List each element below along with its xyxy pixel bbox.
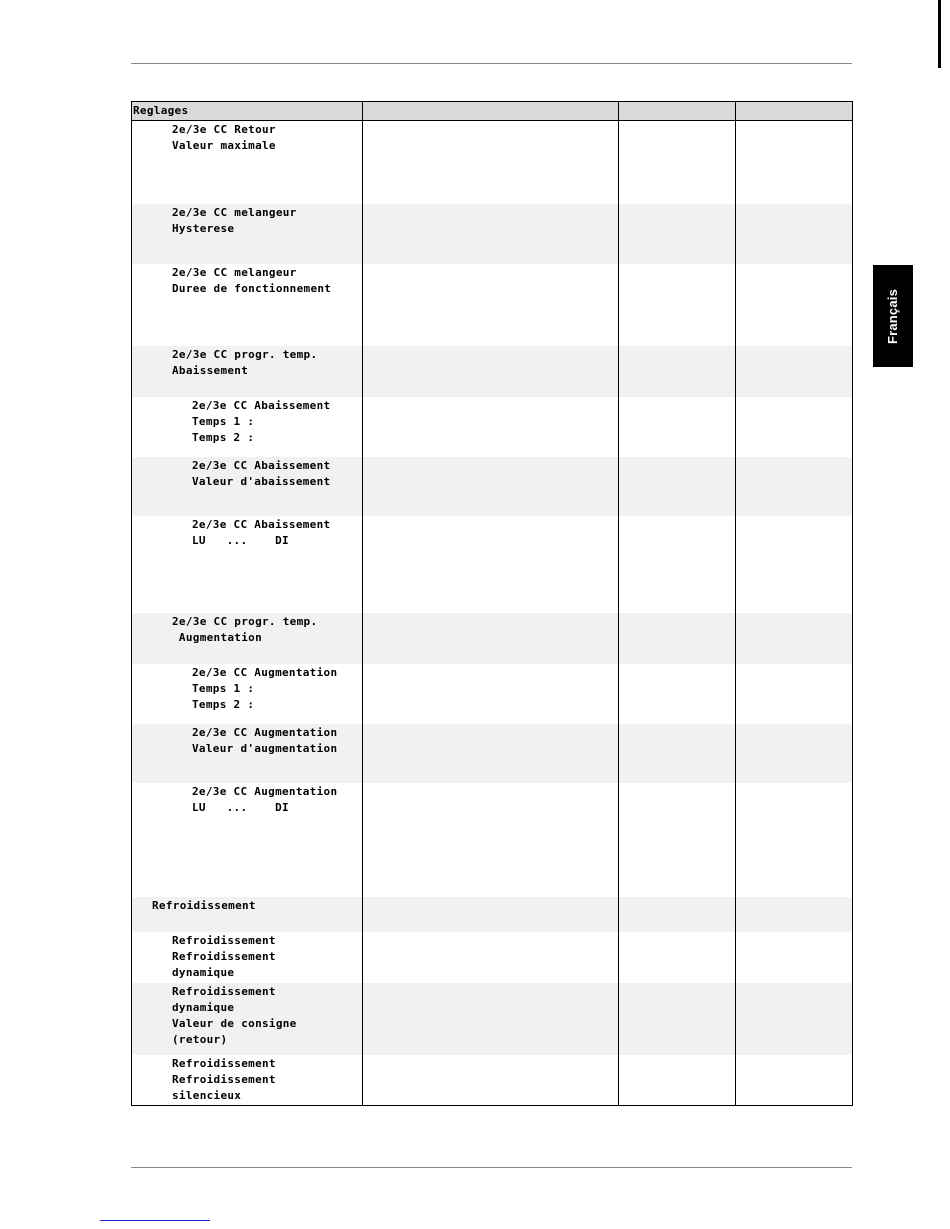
setting-label-line: Valeur maximale — [172, 139, 276, 152]
setting-label-line: 2e/3e CC Abaissement — [192, 459, 331, 472]
setting-label-line: dynamique — [172, 966, 235, 979]
table-row — [132, 264, 852, 346]
setting-label — [172, 1056, 276, 1104]
setting-label-line: 2e/3e CC melangeur — [172, 266, 297, 279]
setting-label-line: Refroidissement — [172, 985, 276, 998]
setting-label-line: Valeur d'abaissement — [192, 475, 331, 488]
setting-label — [172, 347, 317, 379]
setting-label-line: Augmentation — [172, 631, 262, 644]
bottom-rule — [131, 1167, 852, 1168]
setting-label-line: 2e/3e CC Abaissement — [192, 399, 331, 412]
setting-label-line: Abaissement — [172, 364, 249, 377]
language-tab-label: Français — [885, 288, 901, 344]
setting-label-line: LU ... DI — [192, 534, 289, 547]
setting-label-line: Refroidissement — [172, 934, 276, 947]
setting-label — [172, 265, 331, 297]
header-settings-label: Reglages — [133, 104, 189, 117]
table-row — [132, 346, 852, 397]
setting-label — [192, 458, 330, 490]
setting-label-line: dynamique — [172, 1001, 235, 1014]
setting-label-line: Refroidissement — [152, 899, 256, 912]
setting-label-line: silencieux — [172, 1089, 242, 1102]
column-divider-2 — [618, 102, 619, 1105]
table-row — [132, 1055, 852, 1104]
footer-link-underline — [100, 1220, 210, 1221]
table-row — [132, 932, 852, 983]
setting-label-line: 2e/3e CC Augmentation — [192, 785, 338, 798]
setting-label-line: LU ... DI — [192, 801, 289, 814]
setting-label-line: Temps 1 : — [192, 682, 255, 695]
setting-label-line: 2e/3e CC Abaissement — [192, 518, 331, 531]
setting-label — [172, 205, 297, 237]
setting-label — [152, 898, 256, 914]
table-row — [132, 204, 852, 264]
table-row — [132, 121, 852, 204]
table-row — [132, 457, 852, 516]
settings-table — [131, 101, 853, 1106]
table-row — [132, 516, 852, 613]
setting-label — [192, 784, 337, 816]
setting-label-line: Temps 1 : — [192, 415, 255, 428]
setting-label — [172, 614, 317, 646]
setting-label — [172, 933, 276, 981]
setting-label — [192, 665, 337, 713]
table-row — [132, 783, 852, 897]
table-row — [132, 613, 852, 664]
setting-label-line: Valeur de consigne — [172, 1017, 297, 1030]
column-divider-3 — [735, 102, 736, 1105]
table-row — [132, 983, 852, 1055]
setting-label-line: Refroidissement — [172, 1057, 276, 1070]
setting-label — [192, 725, 337, 757]
setting-label — [192, 517, 330, 549]
setting-label-line: Hysterese — [172, 222, 235, 235]
setting-label-line: (retour) — [172, 1033, 228, 1046]
column-divider-1 — [362, 102, 363, 1105]
setting-label — [172, 122, 276, 154]
setting-label-line: Temps 2 : — [192, 698, 255, 711]
language-tab — [873, 265, 913, 367]
top-rule — [131, 63, 852, 64]
setting-label-line: 2e/3e CC progr. temp. — [172, 615, 318, 628]
setting-label-line: Valeur d'augmentation — [192, 742, 338, 755]
setting-label-line: 2e/3e CC melangeur — [172, 206, 297, 219]
setting-label-line: Duree de fonctionnement — [172, 282, 332, 295]
table-row — [132, 897, 852, 932]
setting-label-line: Refroidissement — [172, 950, 276, 963]
setting-label-line: Refroidissement — [172, 1073, 276, 1086]
setting-label-line: 2e/3e CC Augmentation — [192, 726, 338, 739]
table-row — [132, 664, 852, 724]
setting-label — [172, 984, 297, 1048]
table-row — [132, 724, 852, 783]
setting-label-line: 2e/3e CC Retour — [172, 123, 276, 136]
setting-label-line: Temps 2 : — [192, 431, 255, 444]
table-row — [132, 397, 852, 457]
setting-label-line: 2e/3e CC progr. temp. — [172, 348, 318, 361]
page-edge-mark — [938, 0, 941, 68]
table-header — [132, 102, 852, 121]
setting-label-line: 2e/3e CC Augmentation — [192, 666, 338, 679]
setting-label — [192, 398, 330, 446]
